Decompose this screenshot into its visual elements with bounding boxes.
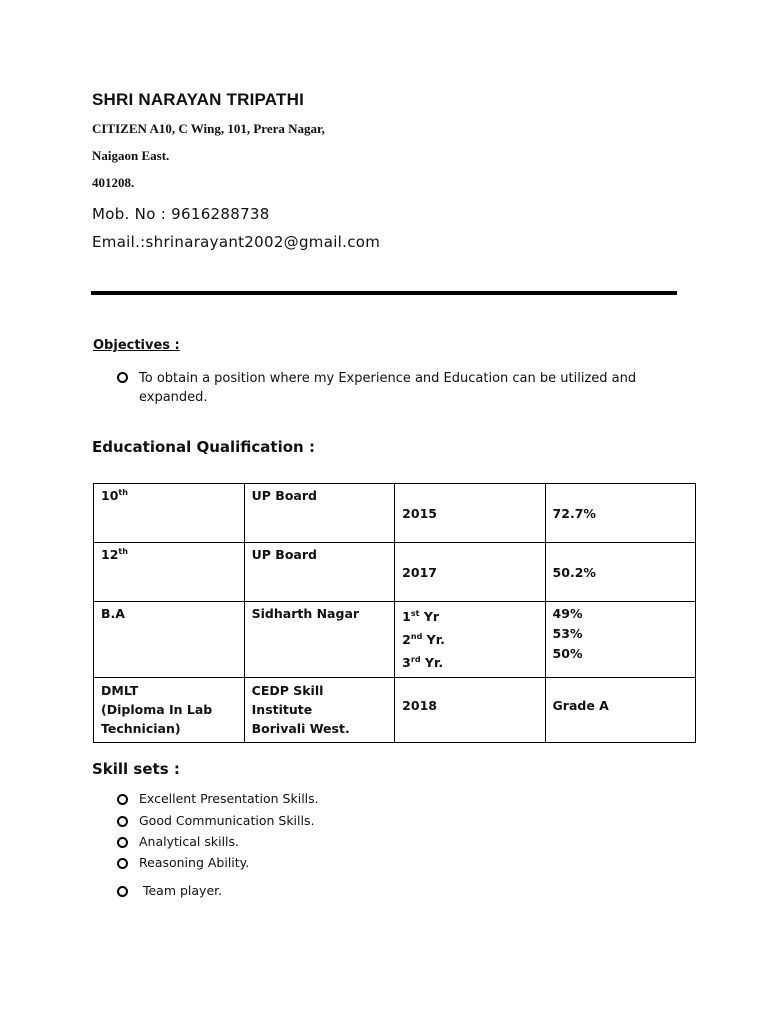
table-row [94,543,696,602]
candidate-name: SHRI NARAYAN TRIPATHI [92,90,305,109]
table-row [94,678,696,743]
address-line-1: CITIZEN A10, C Wing, 101, Prera Nagar, [92,121,325,136]
table-row [94,602,696,678]
bullet-circle-icon [117,858,128,869]
education-table [93,483,696,743]
objective-item [117,369,639,407]
level-cell: DMLT (Diploma In Lab Technician) [94,678,245,743]
skill-text: Excellent Presentation Skills. [139,791,319,806]
level-cell: 10th [94,484,245,543]
list-item [117,834,239,849]
level-cell: 12th [94,543,245,602]
skill-text: Good Communication Skills. [139,813,315,828]
year-cell: 2015 [395,484,545,543]
score-cell: 49% 53% 50% [545,602,695,678]
score-cell: 72.7% [545,484,695,543]
mobile-number: Mob. No : 9616288738 [92,205,270,223]
bullet-circle-icon [117,816,128,827]
skill-text: Reasoning Ability. [139,855,250,870]
email-address: Email.:shrinarayant2002@gmail.com [92,233,381,251]
education-heading: Educational Qualification : [92,438,315,456]
bullet-circle-icon [117,886,128,897]
header-divider [91,291,677,295]
list-item [117,791,319,806]
list-item [117,855,249,870]
skill-text: Analytical skills. [139,834,240,849]
skills-heading: Skill sets : [92,760,180,778]
skill-text: Team player. [139,883,223,898]
list-item [117,813,314,828]
year-cell: 2017 [395,543,545,602]
table-row [94,484,696,543]
board-cell: UP Board [244,484,395,543]
address-line-2: Naigaon East. [92,148,170,163]
bullet-circle-icon [117,372,128,383]
board-cell: CEDP Skill Institute Borivali West. [244,678,395,743]
bullet-circle-icon [117,794,128,805]
year-cell: 1st Yr 2nd Yr. 3rd Yr. [395,602,545,678]
list-item [117,883,222,898]
score-cell: Grade A [545,678,695,743]
level-cell: B.A [94,602,245,678]
objective-text: To obtain a position where my Experience and Education can be utilized and expanded. [139,371,637,405]
board-cell: Sidharth Nagar [244,602,395,678]
bullet-circle-icon [117,837,128,848]
score-cell: 50.2% [545,543,695,602]
address-line-3: 401208. [92,175,135,190]
year-cell: 2018 [395,678,545,743]
board-cell: UP Board [244,543,395,602]
objectives-heading: Objectives : [93,338,180,353]
